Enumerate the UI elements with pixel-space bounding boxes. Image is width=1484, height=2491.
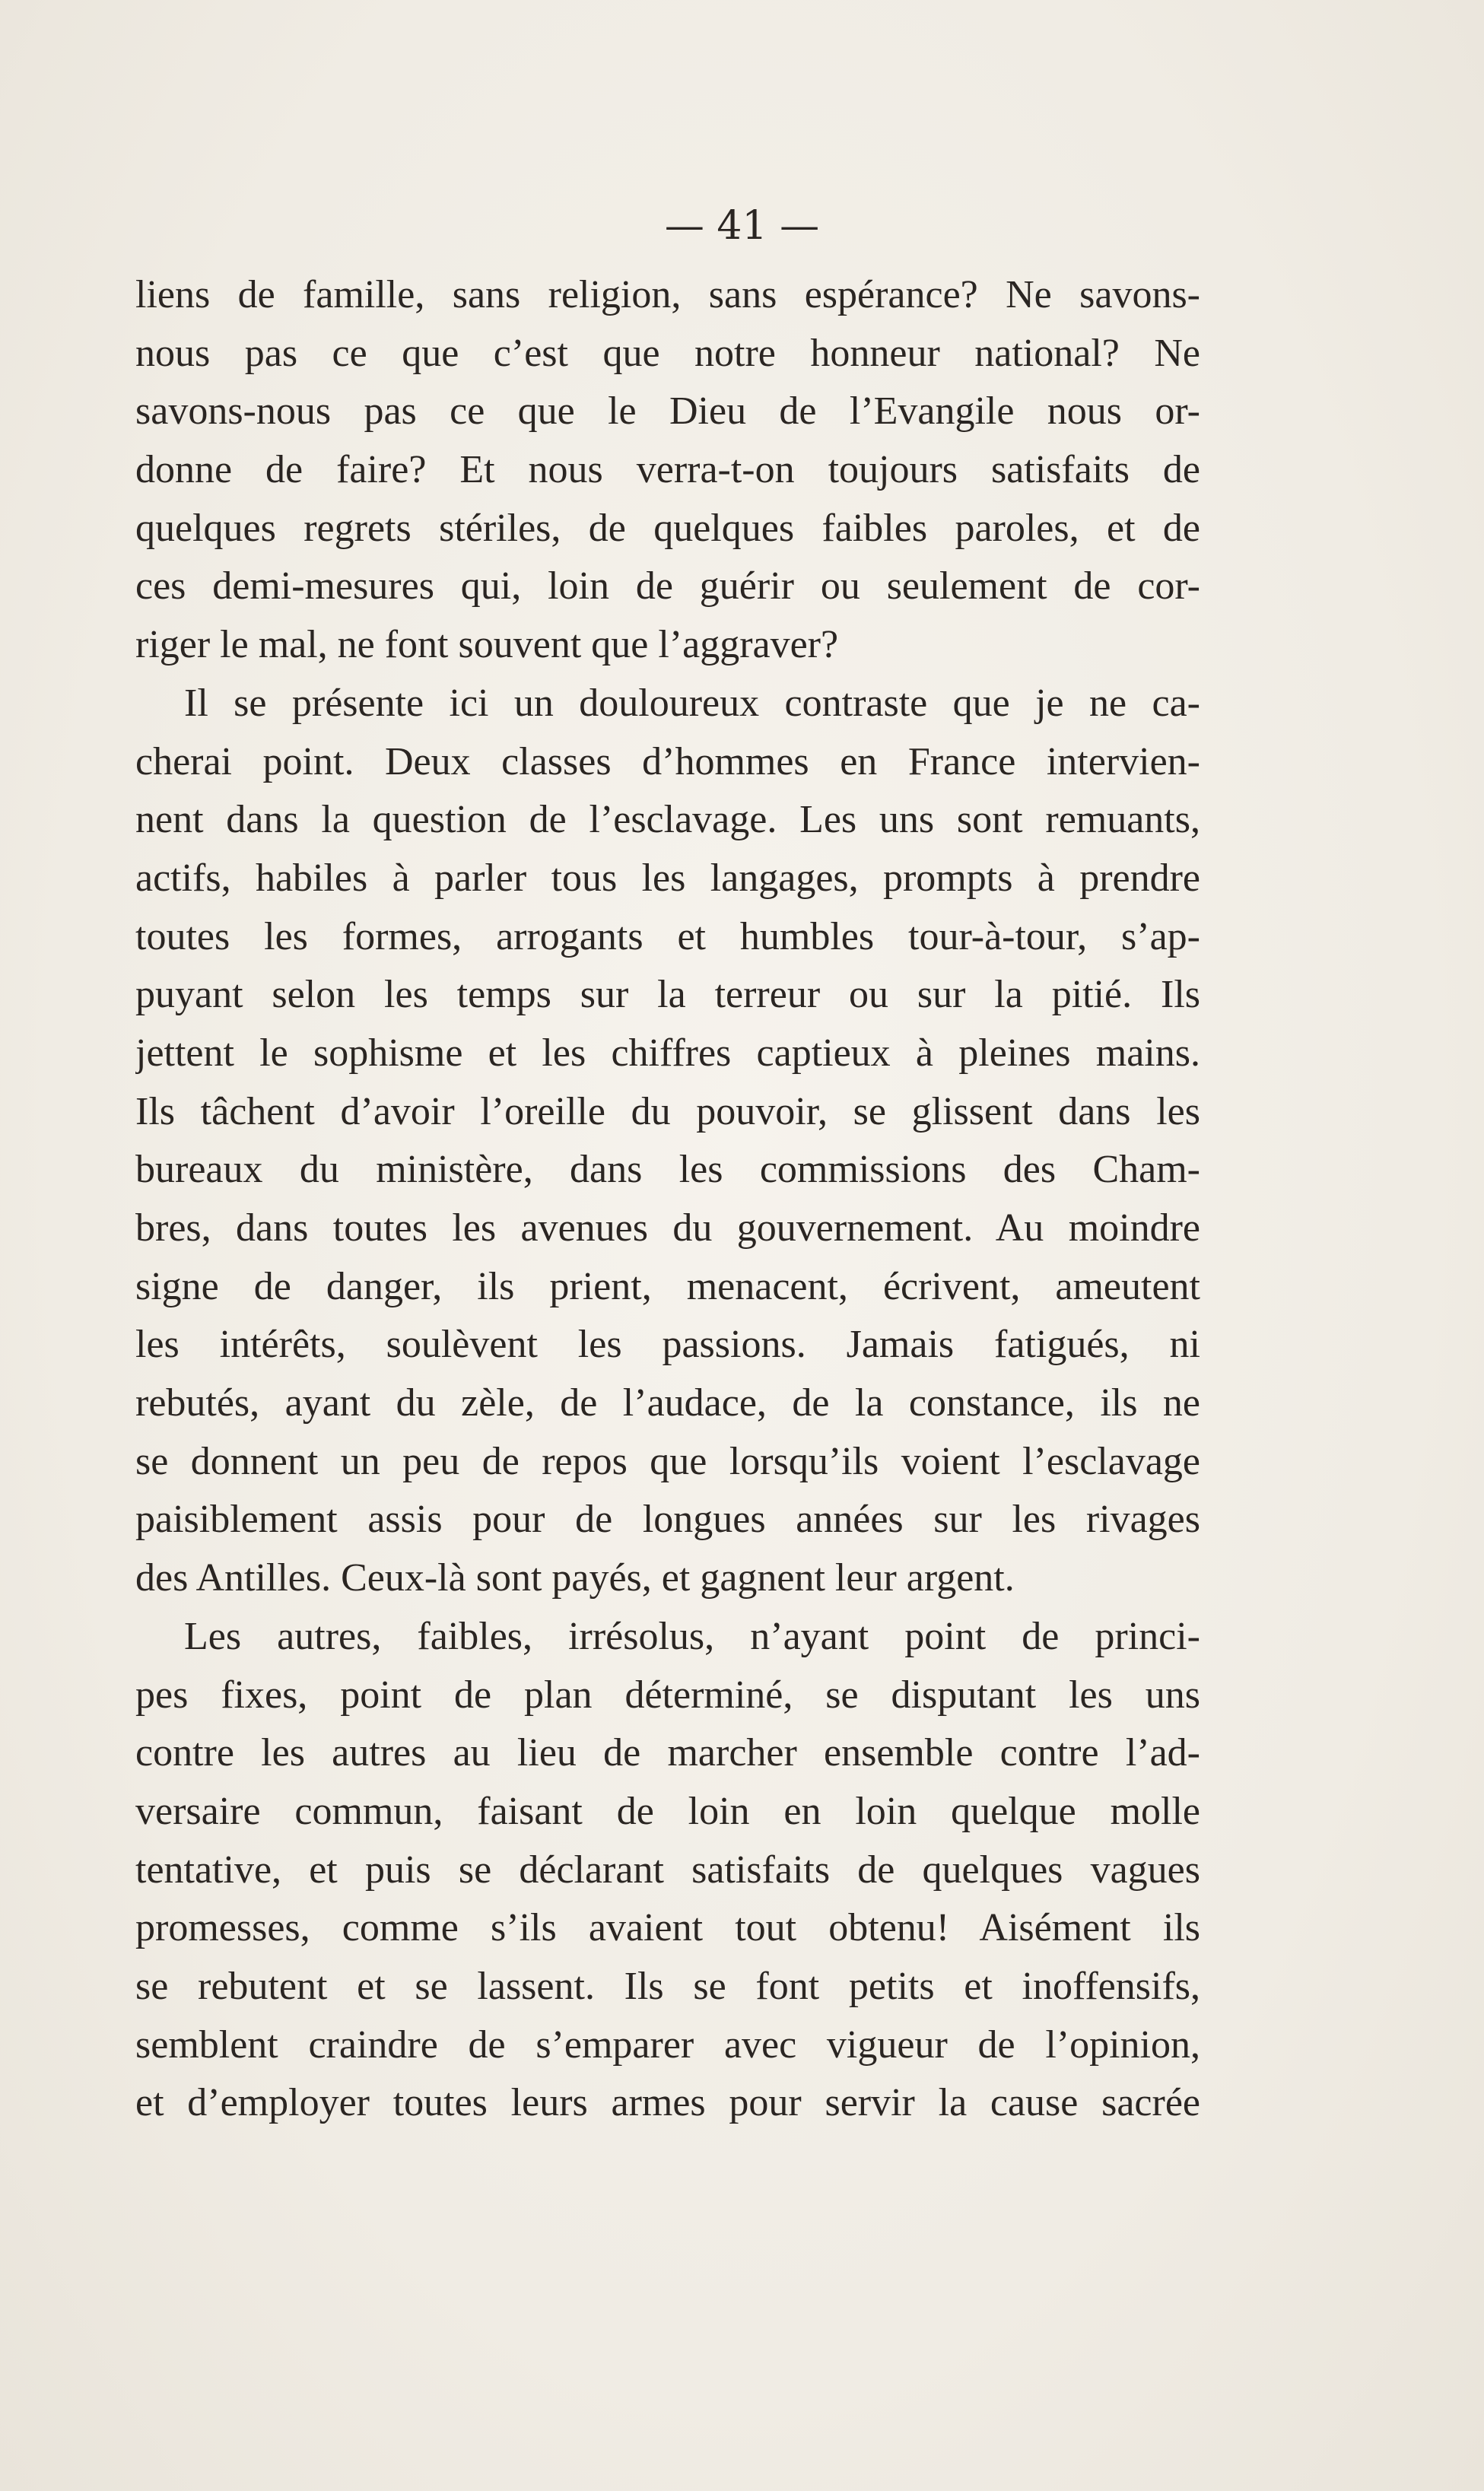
text-line: bureaux du ministère, dans les commissions des Cham- (135, 1148, 1200, 1192)
text-line: Les autres, faibles, irrésolus, n’ayant point de princi- (184, 1614, 1200, 1658)
text-line: versaire commun, faisant de loin en loin quelque molle (135, 1789, 1200, 1833)
text-line: donne de faire? Et nous verra-t-on toujours satisfaits de (135, 448, 1200, 492)
text-line: bres, dans toutes les avenues du gouvernement. Au moindre (135, 1206, 1200, 1250)
text-line: rebutés, ayant du zèle, de l’audace, de la constance, ils ne (135, 1381, 1200, 1425)
text-line: se rebutent et se lassent. Ils se font petits et inoffensifs, (135, 1964, 1200, 2008)
text-line: savons-nous pas ce que le Dieu de l’Evangile nous or- (135, 389, 1200, 434)
page-number: — 41 — (664, 203, 820, 249)
text-line: tentative, et puis se déclarant satisfaits de quelques vagues (135, 1848, 1200, 1892)
text-line: actifs, habiles à parler tous les langages, prompts à prendre (135, 856, 1200, 900)
text-line: puyant selon les temps sur la terreur ou sur la pitié. Ils (135, 973, 1200, 1017)
text-line: nous pas ce que c’est que notre honneur national? Ne (135, 331, 1200, 375)
text-line: ces demi-mesures qui, loin de guérir ou seulement de cor- (135, 564, 1200, 608)
text-line: cherai point. Deux classes d’hommes en France intervien- (135, 739, 1200, 783)
text-line: se donnent un peu de repos que lorsqu’ils voient l’esclavage (135, 1439, 1200, 1483)
text-line: pes fixes, point de plan déterminé, se disputant les uns (135, 1673, 1200, 1717)
text-line: contre les autres au lieu de marcher ensemble contre l’ad- (135, 1731, 1200, 1775)
body-text (135, 266, 1200, 2133)
text-line: jettent le sophisme et les chiffres captieux à pleines mains. (135, 1031, 1200, 1075)
text-line: liens de famille, sans religion, sans espérance? Ne savons- (135, 273, 1200, 316)
text-line: et d’employer toutes leurs armes pour servir la cause sacrée (135, 2081, 1200, 2125)
text-line: Il se présente ici un douloureux contraste que je ne ca- (184, 681, 1200, 725)
text-line: les intérêts, soulèvent les passions. Jamais fatigués, ni (135, 1323, 1200, 1367)
text-line: toutes les formes, arrogants et humbles tour-à-tour, s’ap- (135, 914, 1200, 958)
text-line: Ils tâchent d’avoir l’oreille du pouvoir, se glissent dans les (135, 1089, 1200, 1133)
text-line: nent dans la question de l’esclavage. Les uns sont remuants, (135, 798, 1200, 842)
text-line: paisiblement assis pour de longues années sur les rivages (135, 1498, 1200, 1542)
text-line: semblent craindre de s’emparer avec vigueur de l’opinion, (135, 2022, 1200, 2067)
text-line: quelques regrets stériles, de quelques faibles paroles, et de (135, 506, 1200, 550)
text-line: promesses, comme s’ils avaient tout obtenu! Aisément ils (135, 1906, 1200, 1950)
text-line: signe de danger, ils prient, menacent, écrivent, ameutent (135, 1264, 1200, 1308)
text-line: riger le mal, ne font souvent que l’aggraver? (135, 623, 839, 667)
text-line: des Antilles. Ceux-là sont payés, et gagnent leur argent. (135, 1556, 1015, 1600)
